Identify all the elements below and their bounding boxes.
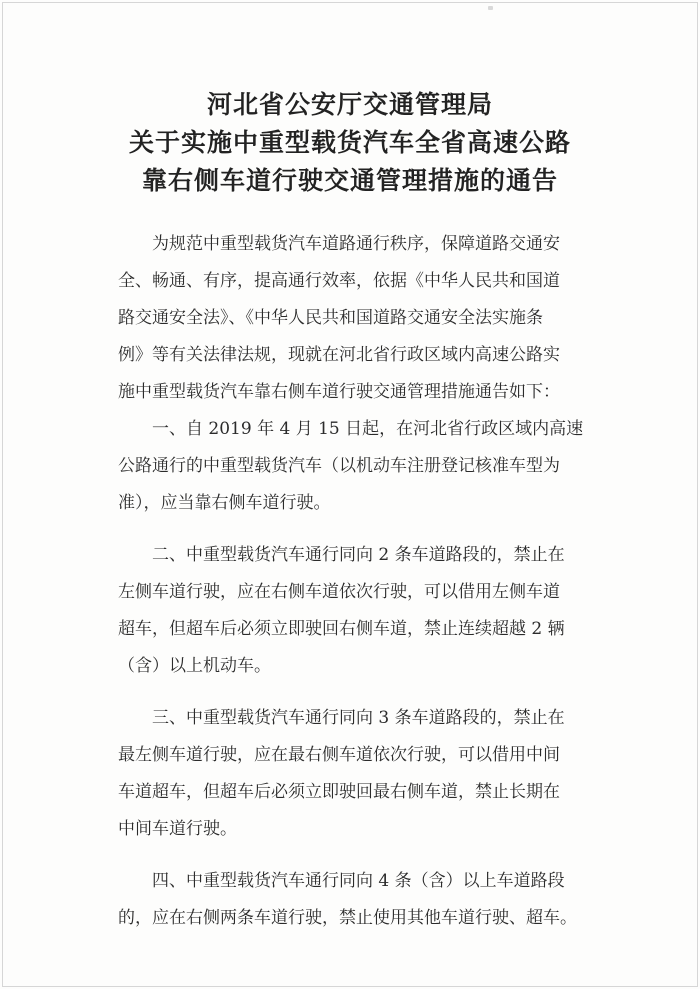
text-line: （含）以上机动车。: [118, 656, 271, 676]
text-line: 准），应当靠右侧车道行驶。: [118, 493, 331, 513]
scan-speck: [488, 6, 493, 10]
text-line: 二、中重型载货汽车通行同向 2 条车道路段的，禁止在: [152, 545, 565, 565]
title-line-3: 靠右侧车道行驶交通管理措施的通告: [141, 166, 558, 195]
title-line-2: 关于实施中重型载货汽车全省高速公路: [128, 128, 571, 157]
text-line: 路交通安全法》、《中华人民共和国道路交通安全法实施条: [118, 308, 543, 328]
intro-paragraph: [118, 226, 610, 411]
text-line: 超车，但超车后必须立即驶回右侧车道，禁止连续超越 2 辆: [118, 619, 565, 639]
text-line: 最左侧车道行驶，应在最右侧车道依次行驶，可以借用中间: [118, 745, 560, 765]
text-line: 例》等有关法律法规，现就在河北省行政区域内高速公路实: [118, 345, 560, 365]
text-line: 施中重型载货汽车靠右侧车道行驶交通管理措施通告如下：: [118, 382, 560, 402]
text-line: 全、畅通、有序，提高通行效率，依据《中华人民共和国道: [118, 271, 560, 291]
text-line: 一、自 2019 年 4 月 15 日起，在河北省行政区域内高速: [152, 419, 584, 439]
document-body: [118, 226, 610, 937]
clause-3-paragraph: [118, 700, 610, 848]
text-line: 中间车道行驶。: [118, 819, 237, 839]
text-line: 左侧车道行驶，应在右侧车道依次行驶，可以借用左侧车道: [118, 582, 560, 602]
text-line: 为规范中重型载货汽车道路通行秩序，保障道路交通安: [152, 234, 560, 254]
document-title: [0, 86, 700, 200]
text-line: 车道超车，但超车后必须立即驶回最右侧车道，禁止长期在: [118, 782, 560, 802]
text-line: 三、中重型载货汽车通行同向 3 条车道路段的，禁止在: [152, 708, 565, 728]
text-line: 的，应在右侧两条车道行驶，禁止使用其他车道行驶、超车。: [118, 908, 577, 928]
clause-4-paragraph: [118, 863, 610, 937]
text-line: 公路通行的中重型载货汽车（以机动车注册登记核准车型为: [118, 456, 560, 476]
text-line: 四、中重型载货汽车通行同向 4 条（含）以上车道路段: [152, 871, 565, 891]
clause-1-paragraph: [118, 411, 610, 522]
clause-2-paragraph: [118, 537, 610, 685]
title-line-1: 河北省公安厅交通管理局: [206, 90, 493, 119]
